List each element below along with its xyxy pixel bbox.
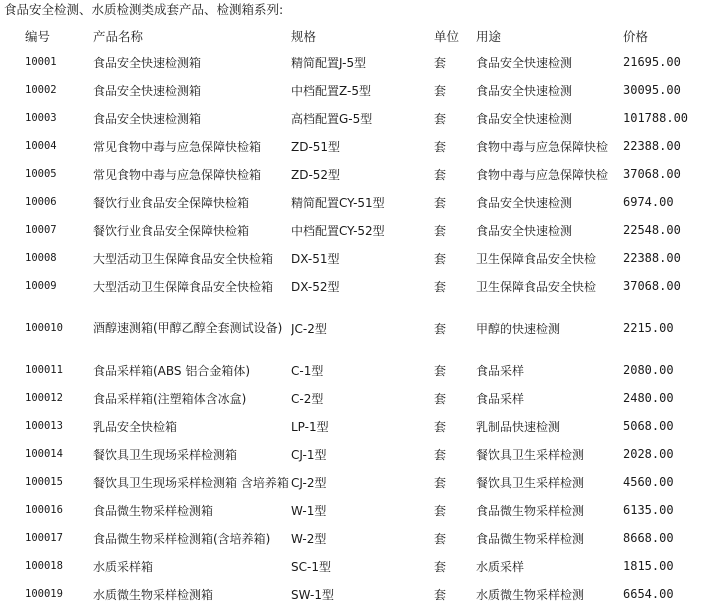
product-code: 100015 [25,476,63,488]
column-header-code: 编号 [25,29,51,44]
product-code: 10001 [25,56,57,68]
page-heading: 食品安全检测、水质检测类成套产品、检测箱系列: [4,2,284,17]
product-spec: 精简配置CY-51型 [291,195,385,210]
product-purpose: 食品微生物采样检测 [476,503,585,518]
product-unit: 套 [434,475,447,490]
table-row [0,496,700,524]
product-spec: W-2型 [291,531,327,546]
table-row [0,76,700,104]
product-spec: C-1型 [291,363,324,378]
product-unit: 套 [434,167,447,182]
product-purpose: 食品微生物采样检测 [476,531,585,546]
product-spec: DX-52型 [291,279,340,294]
product-name: 乳品安全快检箱 [93,419,178,434]
product-name: 食品安全快速检测箱 [93,111,202,126]
table-row [0,580,700,608]
column-header-price: 价格 [623,29,649,44]
product-table [0,24,700,608]
product-price: 4560.00 [623,475,674,489]
table-row [0,552,700,580]
product-purpose: 水质微生物采样检测 [476,587,585,602]
product-purpose: 食品安全快速检测 [476,223,573,238]
product-code: 10003 [25,112,57,124]
product-price: 1815.00 [623,559,674,573]
product-spec: SC-1型 [291,559,331,574]
product-name: 水质采样箱 [93,559,154,574]
product-price: 101788.00 [623,111,689,125]
table-row [0,412,700,440]
product-name: 食品微生物采样检测箱(含培养箱) [93,531,271,546]
product-price: 30095.00 [623,83,681,97]
product-spec: ZD-51型 [291,139,341,154]
product-code: 100017 [25,532,63,544]
column-header-purpose: 用途 [476,29,502,44]
product-name: 餐饮行业食品安全保障快检箱 [93,195,250,210]
product-spec: DX-51型 [291,251,340,266]
product-price: 6974.00 [623,195,674,209]
product-spec: 精简配置J-5型 [291,55,367,70]
product-spec: JC-2型 [291,321,327,336]
product-unit: 套 [434,223,447,238]
product-code: 100011 [25,364,63,376]
product-code: 10009 [25,280,57,292]
column-header-name: 产品名称 [93,29,144,44]
table-row [0,300,700,356]
product-code: 100018 [25,560,63,572]
product-unit: 套 [434,251,447,266]
product-purpose: 食品采样 [476,391,525,406]
product-price: 2215.00 [623,321,674,335]
product-code: 100010 [25,322,63,334]
product-purpose: 食品采样 [476,363,525,378]
product-unit: 套 [434,321,447,336]
table-row [0,188,700,216]
product-name: 餐饮具卫生现场采样检测箱 [93,447,238,462]
product-unit: 套 [434,447,447,462]
product-unit: 套 [434,195,447,210]
product-code: 100013 [25,420,63,432]
product-name: 餐饮具卫生现场采样检测箱 含培养箱 [93,475,289,490]
product-price: 22388.00 [623,251,681,265]
product-purpose: 卫生保障食品安全快检 [476,251,597,266]
product-unit: 套 [434,279,447,294]
table-row [0,216,700,244]
product-price: 22388.00 [623,139,681,153]
product-code: 10006 [25,196,57,208]
product-code: 100012 [25,392,63,404]
product-spec: CJ-2型 [291,475,327,490]
product-unit: 套 [434,363,447,378]
table-header-row [0,24,700,48]
product-code: 100016 [25,504,63,516]
product-price: 37068.00 [623,167,681,181]
table-row [0,48,700,76]
product-name: 大型活动卫生保障食品安全快检箱 [93,279,274,294]
product-price: 6135.00 [623,503,674,517]
product-spec: C-2型 [291,391,324,406]
product-unit: 套 [434,83,447,98]
product-name: 食品安全快速检测箱 [93,83,202,98]
product-purpose: 食品安全快速检测 [476,55,573,70]
product-code: 100019 [25,588,63,600]
product-spec: 中档配置CY-52型 [291,223,385,238]
table-row [0,440,700,468]
product-purpose: 卫生保障食品安全快检 [476,279,597,294]
product-name: 大型活动卫生保障食品安全快检箱 [93,251,274,266]
product-code: 100014 [25,448,63,460]
product-unit: 套 [434,587,447,602]
product-unit: 套 [434,55,447,70]
product-code: 10004 [25,140,57,152]
product-spec: ZD-52型 [291,167,341,182]
table-row [0,244,700,272]
product-name: 食品采样箱(ABS 铝合金箱体) [93,363,251,378]
product-purpose: 餐饮具卫生采样检测 [476,447,585,462]
table-row [0,468,700,496]
table-body [0,48,700,608]
product-spec: 中档配置Z-5型 [291,83,371,98]
product-purpose: 乳制品快速检测 [476,419,561,434]
product-spec: 高档配置G-5型 [291,111,373,126]
product-name: 餐饮行业食品安全保障快检箱 [93,223,250,238]
product-spec: LP-1型 [291,419,329,434]
product-price: 37068.00 [623,279,681,293]
table-row [0,356,700,384]
product-name: 酒醇速测箱(甲醇乙醇全套测试设备) [93,320,283,335]
product-name: 食品安全快速检测箱 [93,55,202,70]
product-name: 水质微生物采样检测箱 [93,587,214,602]
product-purpose: 食物中毒与应急保障快检 [476,167,609,182]
product-unit: 套 [434,139,447,154]
product-code: 10002 [25,84,57,96]
product-name: 常见食物中毒与应急保障快检箱 [93,167,262,182]
product-code: 10007 [25,224,57,236]
table-row [0,104,700,132]
product-purpose: 食物中毒与应急保障快检 [476,139,609,154]
product-name: 食品采样箱(注塑箱体含冰盒) [93,391,247,406]
product-price: 5068.00 [623,419,674,433]
product-unit: 套 [434,559,447,574]
product-name: 食品微生物采样检测箱 [93,503,214,518]
product-code: 10008 [25,252,57,264]
product-unit: 套 [434,503,447,518]
product-price: 2028.00 [623,447,674,461]
product-purpose: 餐饮具卫生采样检测 [476,475,585,490]
product-name: 常见食物中毒与应急保障快检箱 [93,139,262,154]
product-unit: 套 [434,111,447,126]
product-purpose: 食品安全快速检测 [476,111,573,126]
product-spec: W-1型 [291,503,327,518]
product-unit: 套 [434,391,447,406]
table-row [0,384,700,412]
table-row [0,132,700,160]
product-spec: SW-1型 [291,587,334,602]
table-row [0,524,700,552]
product-purpose: 食品安全快速检测 [476,83,573,98]
product-unit: 套 [434,531,447,546]
product-purpose: 食品安全快速检测 [476,195,573,210]
product-price: 21695.00 [623,55,681,69]
product-code: 10005 [25,168,57,180]
product-price: 2480.00 [623,391,674,405]
product-spec: CJ-1型 [291,447,327,462]
product-unit: 套 [434,419,447,434]
product-purpose: 水质采样 [476,559,525,574]
column-header-unit: 单位 [434,29,460,44]
table-row [0,160,700,188]
table-row [0,272,700,300]
product-price: 8668.00 [623,531,674,545]
product-purpose: 甲醇的快速检测 [476,321,561,336]
column-header-spec: 规格 [291,29,317,44]
product-price: 22548.00 [623,223,681,237]
product-price: 6654.00 [623,587,674,601]
product-price: 2080.00 [623,363,674,377]
